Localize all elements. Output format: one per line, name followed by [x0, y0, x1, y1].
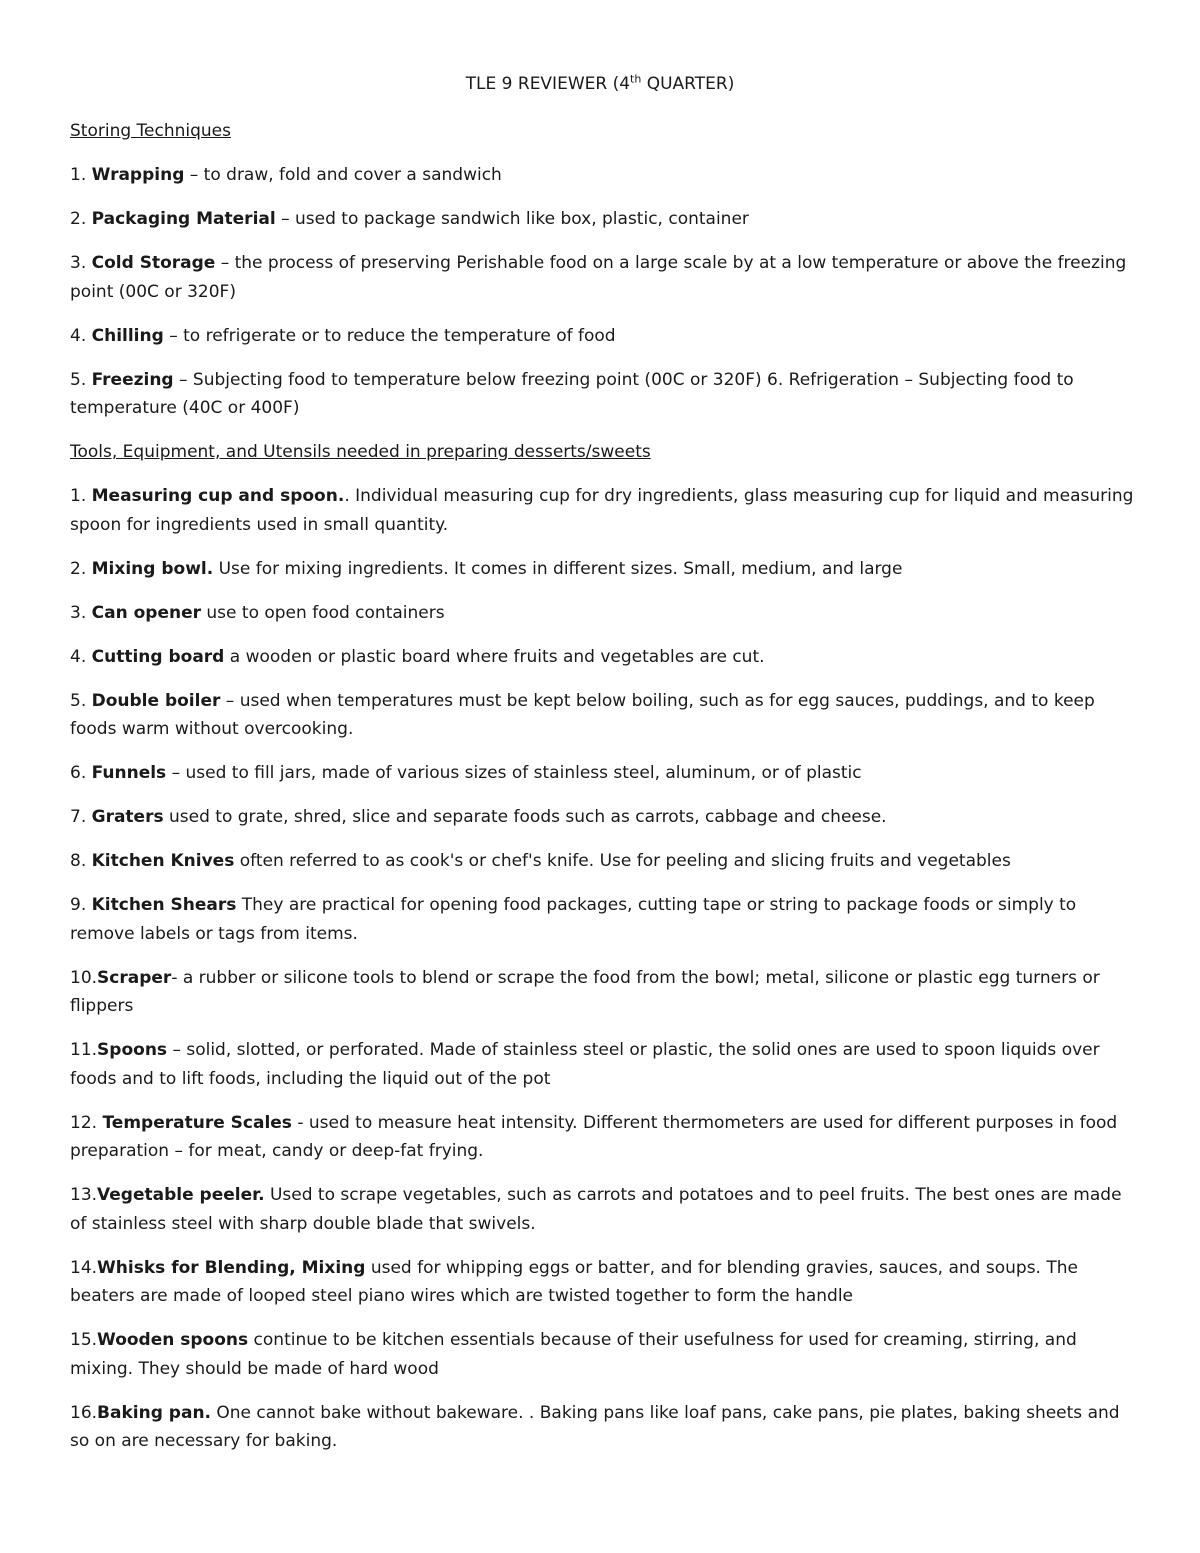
list-item	[70, 1181, 1140, 1238]
item-term: Whisks for Blending, Mixing	[97, 1257, 366, 1278]
list-item	[70, 482, 1140, 539]
document-body	[70, 117, 1140, 1471]
item-description: used to grate, shred, slice and separate foods such as carrots, cabbage and cheese.	[163, 807, 887, 827]
item-term: Chilling	[91, 325, 164, 346]
item-number: 10.	[70, 967, 98, 988]
item-number: 5.	[70, 369, 92, 390]
item-description: – used when temperatures must be kept below boiling, such as for egg sauces, puddings, and to keep foods warm without overcooking.	[70, 690, 1095, 739]
item-number: 16.	[70, 1402, 98, 1423]
item-description: Used to scrape vegetables, such as carrots and potatoes and to peel fruits. The best ones are made of stainless steel with sharp double blade that swivels.	[70, 1185, 1122, 1234]
list-item	[70, 1254, 1140, 1311]
item-description: – Subjecting food to temperature below freezing point (00C or 320F) 6. Refrigeration – Subjecting food to temperature (40C or 400F)	[70, 369, 1074, 418]
item-term: Packaging Material	[91, 209, 276, 229]
item-term: Cold Storage	[91, 253, 216, 273]
item-number: 12.	[70, 1112, 103, 1133]
item-number: 11.	[70, 1040, 98, 1060]
item-description: use to open food containers	[201, 602, 445, 623]
item-description: One cannot bake without bakeware. . Baking pans like loaf pans, cake pans, pie plates, baking sheets and so on are necessary for baking.	[70, 1402, 1120, 1451]
item-term: Wooden spoons	[97, 1330, 249, 1350]
item-description: Use for mixing ingredients. It comes in different sizes. Small, medium, and large	[213, 558, 903, 579]
item-description: continue to be kitchen essentials because of their usefulness for used for creaming, stirring, and mixing. They should be made of hard wood	[70, 1330, 1077, 1379]
section-heading-storing-techniques: Storing Techniques	[70, 121, 231, 141]
list-item	[70, 555, 1140, 584]
item-description: used for whipping eggs or batter, and for blending gravies, sauces, and soups. The beaters are made of looped steel piano wires which are twisted together to form the handle	[70, 1257, 1078, 1306]
list-item	[70, 1109, 1140, 1166]
item-description: – used to package sandwich like box, plastic, container	[275, 209, 749, 229]
item-description: - a rubber or silicone tools to blend or scrape the food from the bowl; metal, silicone or plastic egg turners or flippers	[70, 967, 1100, 1016]
list-item	[70, 759, 1140, 788]
list-item	[70, 366, 1140, 423]
list-item	[70, 1036, 1140, 1093]
item-term: Double boiler	[91, 690, 221, 711]
item-term: Measuring cup and spoon.	[91, 486, 345, 506]
item-term: Temperature Scales	[102, 1112, 292, 1133]
item-term: Graters	[91, 807, 164, 827]
item-number: 4.	[70, 325, 92, 346]
section-heading-tools-equipment: Tools, Equipment, and Utensils needed in preparing desserts/sweets	[70, 442, 651, 462]
document-title	[0, 72, 1200, 96]
list-item	[70, 891, 1140, 948]
item-term: Vegetable peeler.	[97, 1185, 265, 1205]
list-item	[70, 1326, 1140, 1383]
item-term: Funnels	[91, 763, 167, 783]
item-number: 2.	[70, 558, 92, 579]
item-term: Wrapping	[91, 165, 185, 185]
list-item	[70, 964, 1140, 1021]
item-number: 1.	[70, 165, 92, 185]
list-item	[70, 599, 1140, 628]
list-item	[70, 643, 1140, 672]
item-term: Freezing	[91, 369, 174, 390]
item-term: Kitchen Shears	[91, 895, 237, 915]
item-description: – solid, slotted, or perforated. Made of stainless steel or plastic, the solid ones are used to spoon liquids over foods and to lift foods, including the liquid out of the pot	[70, 1040, 1100, 1089]
list-item	[70, 847, 1140, 876]
list-item	[70, 803, 1140, 832]
item-description: – the process of preserving Perishable food on a large scale by at a low temperature or above the freezing point (00C or 320F)	[70, 253, 1127, 302]
list-item	[70, 687, 1140, 744]
item-description: – to refrigerate or to reduce the temperature of food	[163, 325, 616, 346]
list-item	[70, 249, 1140, 306]
item-number: 4.	[70, 646, 92, 667]
item-term: Baking pan.	[97, 1402, 211, 1423]
item-term: Spoons	[97, 1040, 168, 1060]
item-description: - used to measure heat intensity. Different thermometers are used for different purposes in food preparation – for meat, candy or deep-fat frying.	[70, 1112, 1118, 1161]
item-term: Kitchen Knives	[91, 851, 235, 871]
item-number: 3.	[70, 253, 92, 273]
item-term: Scraper	[97, 967, 172, 988]
title-superscript: th	[630, 72, 642, 86]
item-description: – used to fill jars, made of various sizes of stainless steel, aluminum, or of plastic	[166, 763, 862, 783]
item-number: 6.	[70, 763, 92, 783]
item-term: Cutting board	[91, 646, 225, 667]
item-number: 14.	[70, 1257, 98, 1278]
item-number: 5.	[70, 690, 92, 711]
item-term: Can opener	[91, 602, 201, 623]
list-item	[70, 161, 1140, 190]
item-term: Mixing bowl.	[91, 558, 214, 579]
title-suffix: QUARTER)	[641, 74, 735, 94]
item-number: 2.	[70, 209, 92, 229]
item-number: 13.	[70, 1185, 98, 1205]
item-number: 15.	[70, 1330, 98, 1350]
item-description: often referred to as cook's or chef's knife. Use for peeling and slicing fruits and vegetables	[234, 851, 1011, 871]
item-description: . Individual measuring cup for dry ingredients, glass measuring cup for liquid and measuring spoon for ingredients used in small quantity.	[70, 486, 1134, 535]
item-number: 8.	[70, 851, 92, 871]
item-number: 1.	[70, 486, 92, 506]
item-description: – to draw, fold and cover a sandwich	[184, 165, 502, 185]
list-item	[70, 322, 1140, 351]
item-description: They are practical for opening food packages, cutting tape or string to package foods or simply to remove labels or tags from items.	[70, 895, 1077, 944]
title-main: TLE 9 REVIEWER (4	[465, 74, 631, 94]
item-number: 9.	[70, 895, 92, 915]
item-description: a wooden or plastic board where fruits and vegetables are cut.	[224, 646, 765, 667]
list-item	[70, 205, 1140, 234]
item-number: 3.	[70, 602, 92, 623]
item-number: 7.	[70, 807, 92, 827]
list-item	[70, 1399, 1140, 1456]
